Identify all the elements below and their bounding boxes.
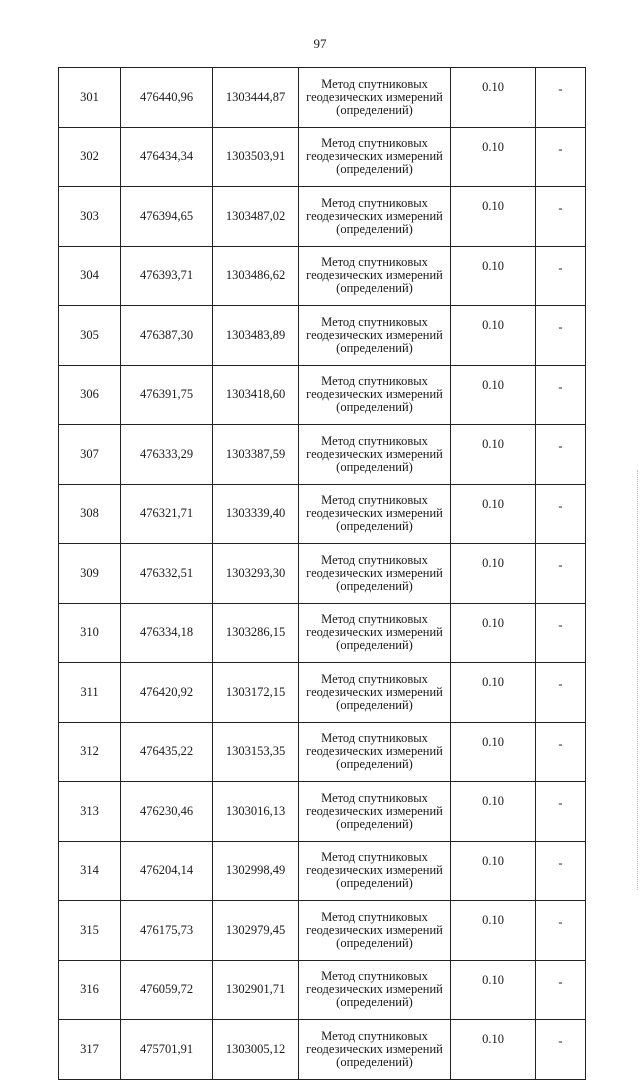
description-cell: - [536,960,586,1020]
table-row [59,722,586,782]
point-number-cell: 307 [59,425,121,485]
table-row [59,127,586,187]
description-cell: - [536,841,586,901]
table-row [59,544,586,604]
table-row [59,663,586,723]
x-coordinate-cell: 476435,22 [121,722,213,782]
method-text-line: Метод спутниковых [321,195,428,210]
method-cell [299,603,451,663]
x-coordinate-cell: 476387,30 [121,306,213,366]
description-cell: - [536,365,586,425]
method-cell [299,365,451,425]
method-text-line: геодезических измерений [306,268,443,283]
method-text-line: (определений) [336,459,413,474]
method-text-line: Метод спутниковых [321,76,428,91]
method-text-line: Метод спутниковых [321,255,428,270]
method-cell [299,127,451,187]
table-row [59,425,586,485]
method-text-line: геодезических измерений [306,863,443,878]
point-number-cell: 312 [59,722,121,782]
accuracy-cell: 0.10 [451,603,536,663]
point-number-cell: 315 [59,901,121,961]
point-number-cell: 301 [59,68,121,128]
y-coordinate-cell: 1303005,12 [213,1020,299,1080]
method-text-line: геодезических измерений [306,803,443,818]
point-number-cell: 309 [59,544,121,604]
description-cell: - [536,187,586,247]
y-coordinate-cell: 1303483,89 [213,306,299,366]
method-text-line: Метод спутниковых [321,1028,428,1043]
method-text-line: геодезических измерений [306,446,443,461]
scan-edge-marks [634,470,638,890]
point-number-cell: 303 [59,187,121,247]
method-text-line: геодезических измерений [306,506,443,521]
method-text-line: (определений) [336,757,413,772]
description-cell: - [536,901,586,961]
accuracy-cell: 0.10 [451,306,536,366]
description-cell: - [536,246,586,306]
accuracy-cell: 0.10 [451,1020,536,1080]
accuracy-cell: 0.10 [451,246,536,306]
method-cell [299,722,451,782]
accuracy-cell: 0.10 [451,187,536,247]
y-coordinate-cell: 1303293,30 [213,544,299,604]
method-text-line: (определений) [336,102,413,117]
y-coordinate-cell: 1303339,40 [213,484,299,544]
method-text-line: (определений) [336,697,413,712]
method-text-line: Метод спутниковых [321,969,428,984]
accuracy-cell: 0.10 [451,425,536,485]
method-text-line: Метод спутниковых [321,552,428,567]
description-cell: - [536,544,586,604]
point-number-cell: 305 [59,306,121,366]
x-coordinate-cell: 476321,71 [121,484,213,544]
method-text-line: (определений) [336,876,413,891]
y-coordinate-cell: 1303153,35 [213,722,299,782]
method-text-line: геодезических измерений [306,149,443,164]
table-row [59,960,586,1020]
point-number-cell: 317 [59,1020,121,1080]
table-row [59,841,586,901]
y-coordinate-cell: 1302998,49 [213,841,299,901]
description-cell: - [536,1020,586,1080]
method-text-line: геодезических измерений [306,565,443,580]
point-number-cell: 304 [59,246,121,306]
accuracy-cell: 0.10 [451,663,536,723]
method-text-line: геодезических измерений [306,625,443,640]
x-coordinate-cell: 476391,75 [121,365,213,425]
accuracy-cell: 0.10 [451,841,536,901]
description-cell: - [536,663,586,723]
method-text-line: геодезических измерений [306,982,443,997]
x-coordinate-cell: 476333,29 [121,425,213,485]
method-cell [299,782,451,842]
method-cell [299,841,451,901]
table-body [59,68,586,1080]
method-text-line: Метод спутниковых [321,314,428,329]
y-coordinate-cell: 1303286,15 [213,603,299,663]
method-text-line: (определений) [336,281,413,296]
table-row [59,782,586,842]
method-text-line: Метод спутниковых [321,612,428,627]
description-cell: - [536,127,586,187]
y-coordinate-cell: 1303016,13 [213,782,299,842]
method-text-line: геодезических измерений [306,208,443,223]
x-coordinate-cell: 476059,72 [121,960,213,1020]
method-cell [299,425,451,485]
method-text-line: геодезических измерений [306,1041,443,1056]
point-number-cell: 308 [59,484,121,544]
y-coordinate-cell: 1303172,15 [213,663,299,723]
table-row [59,365,586,425]
y-coordinate-cell: 1303418,60 [213,365,299,425]
method-text-line: Метод спутниковых [321,909,428,924]
method-text-line: (определений) [336,162,413,177]
method-cell [299,187,451,247]
point-number-cell: 316 [59,960,121,1020]
method-text-line: (определений) [336,638,413,653]
method-text-line: геодезических измерений [306,89,443,104]
accuracy-cell: 0.10 [451,127,536,187]
y-coordinate-cell: 1302979,45 [213,901,299,961]
method-cell [299,901,451,961]
description-cell: - [536,484,586,544]
method-text-line: (определений) [336,400,413,415]
method-cell [299,960,451,1020]
description-cell: - [536,68,586,128]
method-text-line: Метод спутниковых [321,136,428,151]
method-cell [299,68,451,128]
table-row [59,603,586,663]
y-coordinate-cell: 1303444,87 [213,68,299,128]
point-number-cell: 311 [59,663,121,723]
method-cell [299,246,451,306]
y-coordinate-cell: 1303503,91 [213,127,299,187]
method-text-line: геодезических измерений [306,327,443,342]
x-coordinate-cell: 476175,73 [121,901,213,961]
method-text-line: (определений) [336,935,413,950]
point-number-cell: 310 [59,603,121,663]
description-cell: - [536,782,586,842]
table-row [59,901,586,961]
x-coordinate-cell: 476230,46 [121,782,213,842]
method-text-line: Метод спутниковых [321,671,428,686]
x-coordinate-cell: 476440,96 [121,68,213,128]
x-coordinate-cell: 476204,14 [121,841,213,901]
method-text-line: геодезических измерений [306,684,443,699]
method-cell [299,544,451,604]
x-coordinate-cell: 476420,92 [121,663,213,723]
accuracy-cell: 0.10 [451,365,536,425]
x-coordinate-cell: 476434,34 [121,127,213,187]
method-text-line: геодезических измерений [306,922,443,937]
x-coordinate-cell: 476394,65 [121,187,213,247]
table-row [59,68,586,128]
y-coordinate-cell: 1303387,59 [213,425,299,485]
accuracy-cell: 0.10 [451,544,536,604]
method-text-line: Метод спутниковых [321,374,428,389]
method-text-line: (определений) [336,1054,413,1069]
accuracy-cell: 0.10 [451,901,536,961]
x-coordinate-cell: 476393,71 [121,246,213,306]
method-text-line: Метод спутниковых [321,433,428,448]
table-row [59,246,586,306]
method-text-line: (определений) [336,816,413,831]
page-number: 97 [313,36,327,51]
point-number-cell: 313 [59,782,121,842]
method-text-line: (определений) [336,578,413,593]
method-text-line: (определений) [336,995,413,1010]
table-row [59,187,586,247]
x-coordinate-cell: 476332,51 [121,544,213,604]
accuracy-cell: 0.10 [451,722,536,782]
y-coordinate-cell: 1303487,02 [213,187,299,247]
method-text-line: (определений) [336,519,413,534]
method-text-line: Метод спутниковых [321,493,428,508]
method-text-line: геодезических измерений [306,744,443,759]
description-cell: - [536,603,586,663]
accuracy-cell: 0.10 [451,68,536,128]
table-row [59,1020,586,1080]
point-number-cell: 302 [59,127,121,187]
x-coordinate-cell: 476334,18 [121,603,213,663]
description-cell: - [536,425,586,485]
accuracy-cell: 0.10 [451,484,536,544]
method-cell [299,663,451,723]
table-row [59,306,586,366]
method-text-line: Метод спутниковых [321,790,428,805]
accuracy-cell: 0.10 [451,960,536,1020]
description-cell: - [536,306,586,366]
point-number-cell: 306 [59,365,121,425]
point-number-cell: 314 [59,841,121,901]
method-text-line: геодезических измерений [306,387,443,402]
method-text-line: (определений) [336,340,413,355]
y-coordinate-cell: 1302901,71 [213,960,299,1020]
method-cell [299,1020,451,1080]
method-cell [299,306,451,366]
method-cell [299,484,451,544]
coordinates-table [58,67,586,1080]
method-text-line: Метод спутниковых [321,731,428,746]
accuracy-cell: 0.10 [451,782,536,842]
description-cell: - [536,722,586,782]
y-coordinate-cell: 1303486,62 [213,246,299,306]
table-row [59,484,586,544]
x-coordinate-cell: 475701,91 [121,1020,213,1080]
method-text-line: (определений) [336,221,413,236]
method-text-line: Метод спутниковых [321,850,428,865]
